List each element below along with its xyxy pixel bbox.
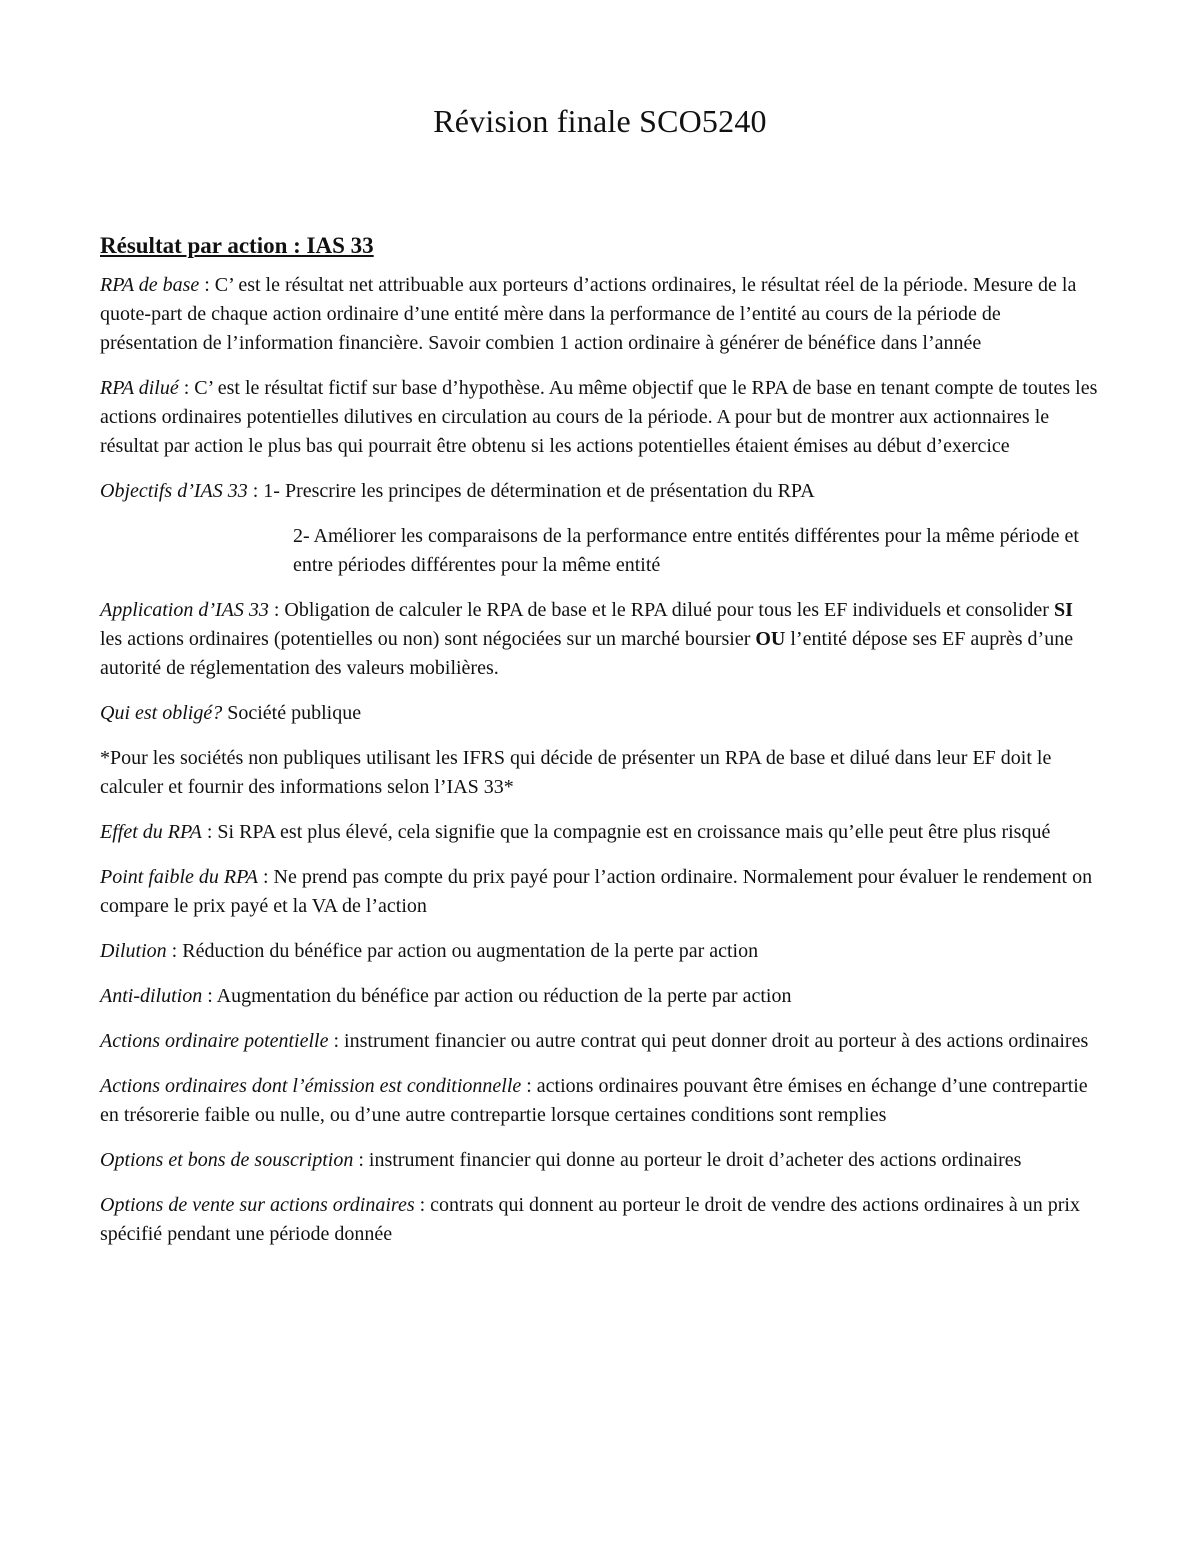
definition-text: : contrats qui donnent au porteur le droit de vendre des actions ordinaires à un prix spécifié pendant une période donnée: [100, 1194, 1080, 1245]
definition-text: : actions ordinaires pouvant être émises en échange d’une contrepartie en trésorerie faible ou nulle, ou d’une autre contrepartie lorsque certaines conditions sont remplies: [100, 1075, 1088, 1126]
entry-point-faible: [100, 863, 1100, 921]
definition-text: : Réduction du bénéfice par action ou augmentation de la perte par action: [166, 940, 759, 962]
bold-keyword-si: SI: [1053, 599, 1073, 621]
entry-actions-conditionnelle: [100, 1072, 1100, 1130]
term-label: Point faible du RPA: [100, 866, 258, 888]
definition-text: : instrument financier qui donne au porteur le droit d’acheter des actions ordinaires: [353, 1149, 1022, 1171]
definition-text: : C’ est le résultat net attribuable aux porteurs d’actions ordinaires, le résultat réel de la période. Mesure de la quote-part de chaque action ordinaire d’une entité mère dans la performance de l’entité au cours de la période de présentation de l’information financière. Savoir combien 1 action ordinaire à générer de bénéfice dans l’année: [100, 274, 1077, 354]
definition-text: : Ne prend pas compte du prix payé pour l’action ordinaire. Normalement pour évaluer le rendement on compare le prix payé et la VA de l’action: [100, 866, 1093, 917]
term-label: RPA dilué: [100, 377, 179, 399]
bold-keyword-ou: OU: [755, 628, 786, 650]
term-label: Application d’IAS 33: [100, 599, 269, 621]
entry-qui-est-oblige: [100, 699, 1100, 728]
entry-rpa-base: [100, 271, 1100, 358]
entry-options-bons: [100, 1146, 1100, 1175]
definition-text: : C’ est le résultat fictif sur base d’hypothèse. Au même objectif que le RPA de base en tenant compte de toutes les actions ordinaires potentielles dilutives en circulation au cours de la période. A pour but de montrer aux actionnaires le résultat par action le plus bas qui pourrait être obtenu si les actions potentielles étaient émises au début d’exercice: [100, 377, 1098, 457]
entry-objectifs-item-2: 2- Améliorer les comparaisons de la performance entre entités différentes pour la même période et entre périodes différentes pour la même entité: [293, 525, 1079, 576]
term-label: Options et bons de souscription: [100, 1149, 354, 1171]
section-heading: Résultat par action : IAS 33: [100, 233, 374, 258]
definition-text: : Augmentation du bénéfice par action ou réduction de la perte par action: [202, 985, 792, 1007]
definition-text: l’entité dépose ses EF auprès d’une autorité de réglementation des valeurs mobilières.: [100, 628, 1074, 679]
definition-text: : Obligation de calculer le RPA de base et le RPA dilué pour tous les EF individuels et consolider: [268, 599, 1054, 621]
term-label: Objectifs d’IAS 33: [100, 480, 248, 502]
term-label: Actions ordinaire potentielle: [100, 1030, 329, 1052]
entry-effet-rpa: [100, 818, 1100, 847]
term-label: Effet du RPA: [100, 821, 202, 843]
entry-anti-dilution: [100, 982, 1100, 1011]
definition-text: les actions ordinaires (potentielles ou non) sont négociées sur un marché boursier: [100, 628, 756, 650]
term-label: Actions ordinaires dont l’émission est conditionnelle: [100, 1075, 522, 1097]
term-label: Options de vente sur actions ordinaires: [100, 1194, 415, 1216]
entry-application: [100, 596, 1100, 683]
entry-options-vente: [100, 1191, 1100, 1249]
entry-objectifs: [100, 477, 1100, 506]
definition-text: Société publique: [222, 702, 362, 724]
term-label: Anti-dilution: [100, 985, 203, 1007]
document-title: Révision finale SCO5240: [433, 103, 767, 139]
note-non-public-companies: *Pour les sociétés non publiques utilisant les IFRS qui décide de présenter un RPA de base et dilué dans leur EF doit le calculer et fournir des informations selon l’IAS 33*: [100, 747, 1052, 798]
entry-actions-potentielle: [100, 1027, 1100, 1056]
entry-rpa-dilue: [100, 374, 1100, 461]
definition-text: : instrument financier ou autre contrat qui peut donner droit au porteur à des actions ordinaires: [328, 1030, 1089, 1052]
entry-dilution: [100, 937, 1100, 966]
term-label: Qui est obligé?: [100, 702, 223, 724]
definition-text: : Si RPA est plus élevé, cela signifie que la compagnie est en croissance mais qu’elle peut être plus risqué: [201, 821, 1051, 843]
term-label: Dilution: [100, 940, 167, 962]
term-label: RPA de base: [100, 274, 200, 296]
definition-text: : 1- Prescrire les principes de détermination et de présentation du RPA: [247, 480, 815, 502]
